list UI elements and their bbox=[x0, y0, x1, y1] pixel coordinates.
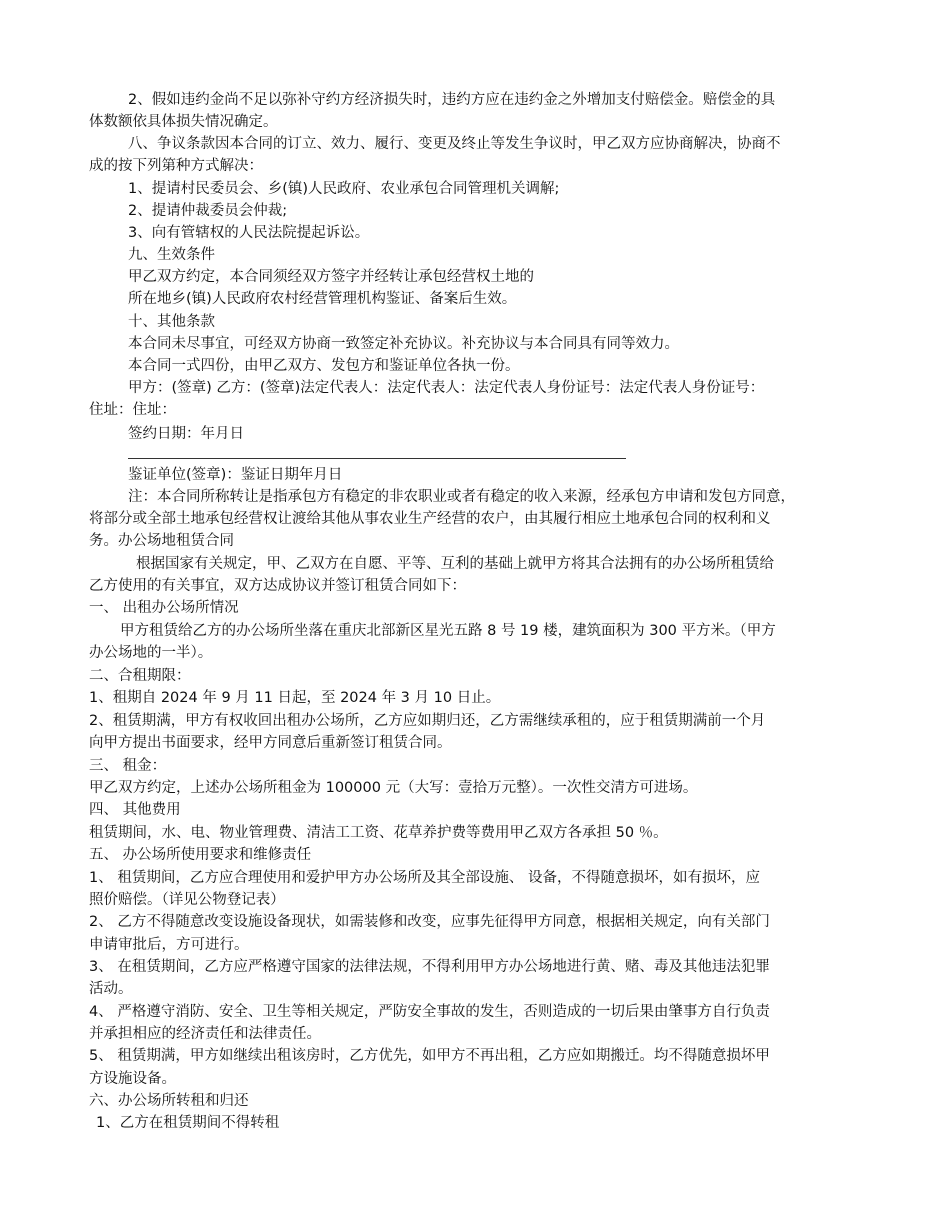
paragraph-line: 1、租期自 2024 年 9 月 11 日起，至 2024 年 3 月 10 日止。 bbox=[89, 690, 501, 706]
paragraph-line: 租赁期间，水、电、物业管理费、清洁工工资、花草养护费等费用甲乙双方各承担 50 ％。 bbox=[89, 825, 668, 841]
address-fields-line: 住址：住址： bbox=[89, 402, 176, 418]
paragraph-line: 申请审批后，方可进行。 bbox=[89, 937, 249, 953]
paragraph-line: 所在地乡(镇)人民政府农村经营管理机构鉴证、备案后生效。 bbox=[128, 291, 517, 307]
paragraph-line: 5、 租赁期满，甲方如继续出租该房时，乙方优先，如甲方不再出租，乙方应如期搬迁。均不得随意损坏甲 bbox=[89, 1048, 770, 1064]
paragraph-line: 向甲方提出书面要求，经甲方同意后重新签订租赁合同。 bbox=[89, 735, 452, 751]
paragraph-line: 2、提请仲裁委员会仲裁; bbox=[128, 203, 288, 219]
paragraph-line: 2、 乙方不得随意改变设施设备现状，如需装修和改变，应事先征得甲方同意，根据相关规定，向有关部门 bbox=[89, 914, 770, 930]
paragraph-line: 八、争议条款因本合同的订立、效力、履行、变更及终止等发生争议时，甲乙双方应协商解决，协商不 bbox=[128, 136, 781, 152]
paragraph-line: 本合同一式四份，由甲乙双方、发包方和鉴证单位各执一份。 bbox=[128, 358, 520, 374]
note-line: 注：本合同所称转让是指承包方有稳定的非农职业或者有稳定的收入来源，经承包方申请和发包方同意， bbox=[128, 489, 795, 505]
paragraph-line: 2、租赁期满，甲方有权收回出租办公场所，乙方应如期归还，乙方需继续承租的，应于租赁期满前一个月 bbox=[89, 713, 766, 729]
paragraph-line: 方设施设备。 bbox=[89, 1071, 176, 1087]
paragraph-line: 体数额依具体损失情况确定。 bbox=[89, 114, 278, 130]
paragraph-line: 1、提请村民委员会、乡(镇)人民政府、农业承包合同管理机关调解; bbox=[128, 181, 560, 197]
paragraph-line: 照价赔偿。（详见公物登记表） bbox=[89, 892, 285, 908]
section-heading: 二、合租期限： bbox=[89, 668, 191, 684]
paragraph-line: 4、 严格遵守消防、安全、卫生等相关规定，严防安全事故的发生，否则造成的一切后果由肇事方自行负责 bbox=[89, 1004, 770, 1020]
paragraph-line: 1、 租赁期间，乙方应合理使用和爱护甲方办公场所及其全部设施、 设备，不得随意损坏，如有损坏，应 bbox=[89, 870, 760, 886]
paragraph-line: 根据国家有关规定，甲、乙双方在自愿、平等、互利的基础上就甲方将其合法拥有的办公场所租赁给 bbox=[136, 556, 774, 572]
paragraph-line: 活动。 bbox=[89, 981, 133, 997]
section-heading: 一、 出租办公场所情况 bbox=[89, 600, 239, 616]
section-heading: 三、 租金： bbox=[89, 758, 167, 774]
section-heading: 六、办公场所转租和归还 bbox=[89, 1093, 249, 1109]
signing-date-line: 签约日期：年月日 bbox=[128, 426, 244, 442]
attestation-line: 鉴证单位(签章)：鉴证日期年月日 bbox=[128, 467, 343, 483]
paragraph-line: 3、 在租赁期间，乙方应严格遵守国家的法律法规，不得利用甲方办公场地进行黄、赌、毒及其他违法犯罪 bbox=[89, 959, 770, 975]
note-line: 将部分或全部土地承包经营权让渡给其他从事农业生产经营的农户，由其履行相应土地承包合同的权利和义 bbox=[89, 511, 771, 527]
paragraph-line: 甲乙双方约定，本合同须经双方签字并经转让承包经营权土地的 bbox=[128, 269, 534, 285]
paragraph-line: 甲方租赁给乙方的办公场所坐落在重庆北部新区星光五路 8 号 19 楼，建筑面积为 300 平方米。（甲方 bbox=[120, 623, 776, 639]
section-heading: 九、生效条件 bbox=[128, 247, 215, 263]
signature-fields-line: 甲方：(签章) 乙方：(签章)法定代表人：法定代表人：法定代表人身份证号：法定代表人身份证号： bbox=[128, 380, 765, 396]
section-heading: 十、其他条款 bbox=[128, 314, 215, 330]
paragraph-line: 并承担相应的经济责任和法律责任。 bbox=[89, 1026, 321, 1042]
paragraph-line: 办公场地的一半）。 bbox=[89, 645, 213, 661]
paragraph-line: 本合同未尽事宜，可经双方协商一致签定补充协议。补充协议与本合同具有同等效力。 bbox=[128, 336, 679, 352]
paragraph-line: 甲乙双方约定，上述办公场所租金为 100000 元（大写：壹拾万元整）。一次性交清方可进场。 bbox=[89, 780, 698, 796]
divider-rule bbox=[128, 458, 626, 459]
section-heading: 四、 其他费用 bbox=[89, 802, 181, 818]
paragraph-line: 1、乙方在租赁期间不得转租 bbox=[96, 1115, 280, 1131]
document-title-line: 务。办公场地租赁合同 bbox=[89, 533, 234, 549]
paragraph-line: 成的按下列第种方式解决： bbox=[89, 158, 263, 174]
paragraph-line: 乙方使用的有关事宜，双方达成协议并签订租赁合同如下： bbox=[89, 578, 466, 594]
paragraph-line: 2、假如违约金尚不足以弥补守约方经济损失时，违约方应在违约金之外增加支付赔偿金。赔偿金的具 bbox=[128, 92, 776, 108]
section-heading: 五、 办公场所使用要求和维修责任 bbox=[89, 847, 312, 863]
paragraph-line: 3、向有管辖权的人民法院提起诉讼。 bbox=[128, 225, 370, 241]
